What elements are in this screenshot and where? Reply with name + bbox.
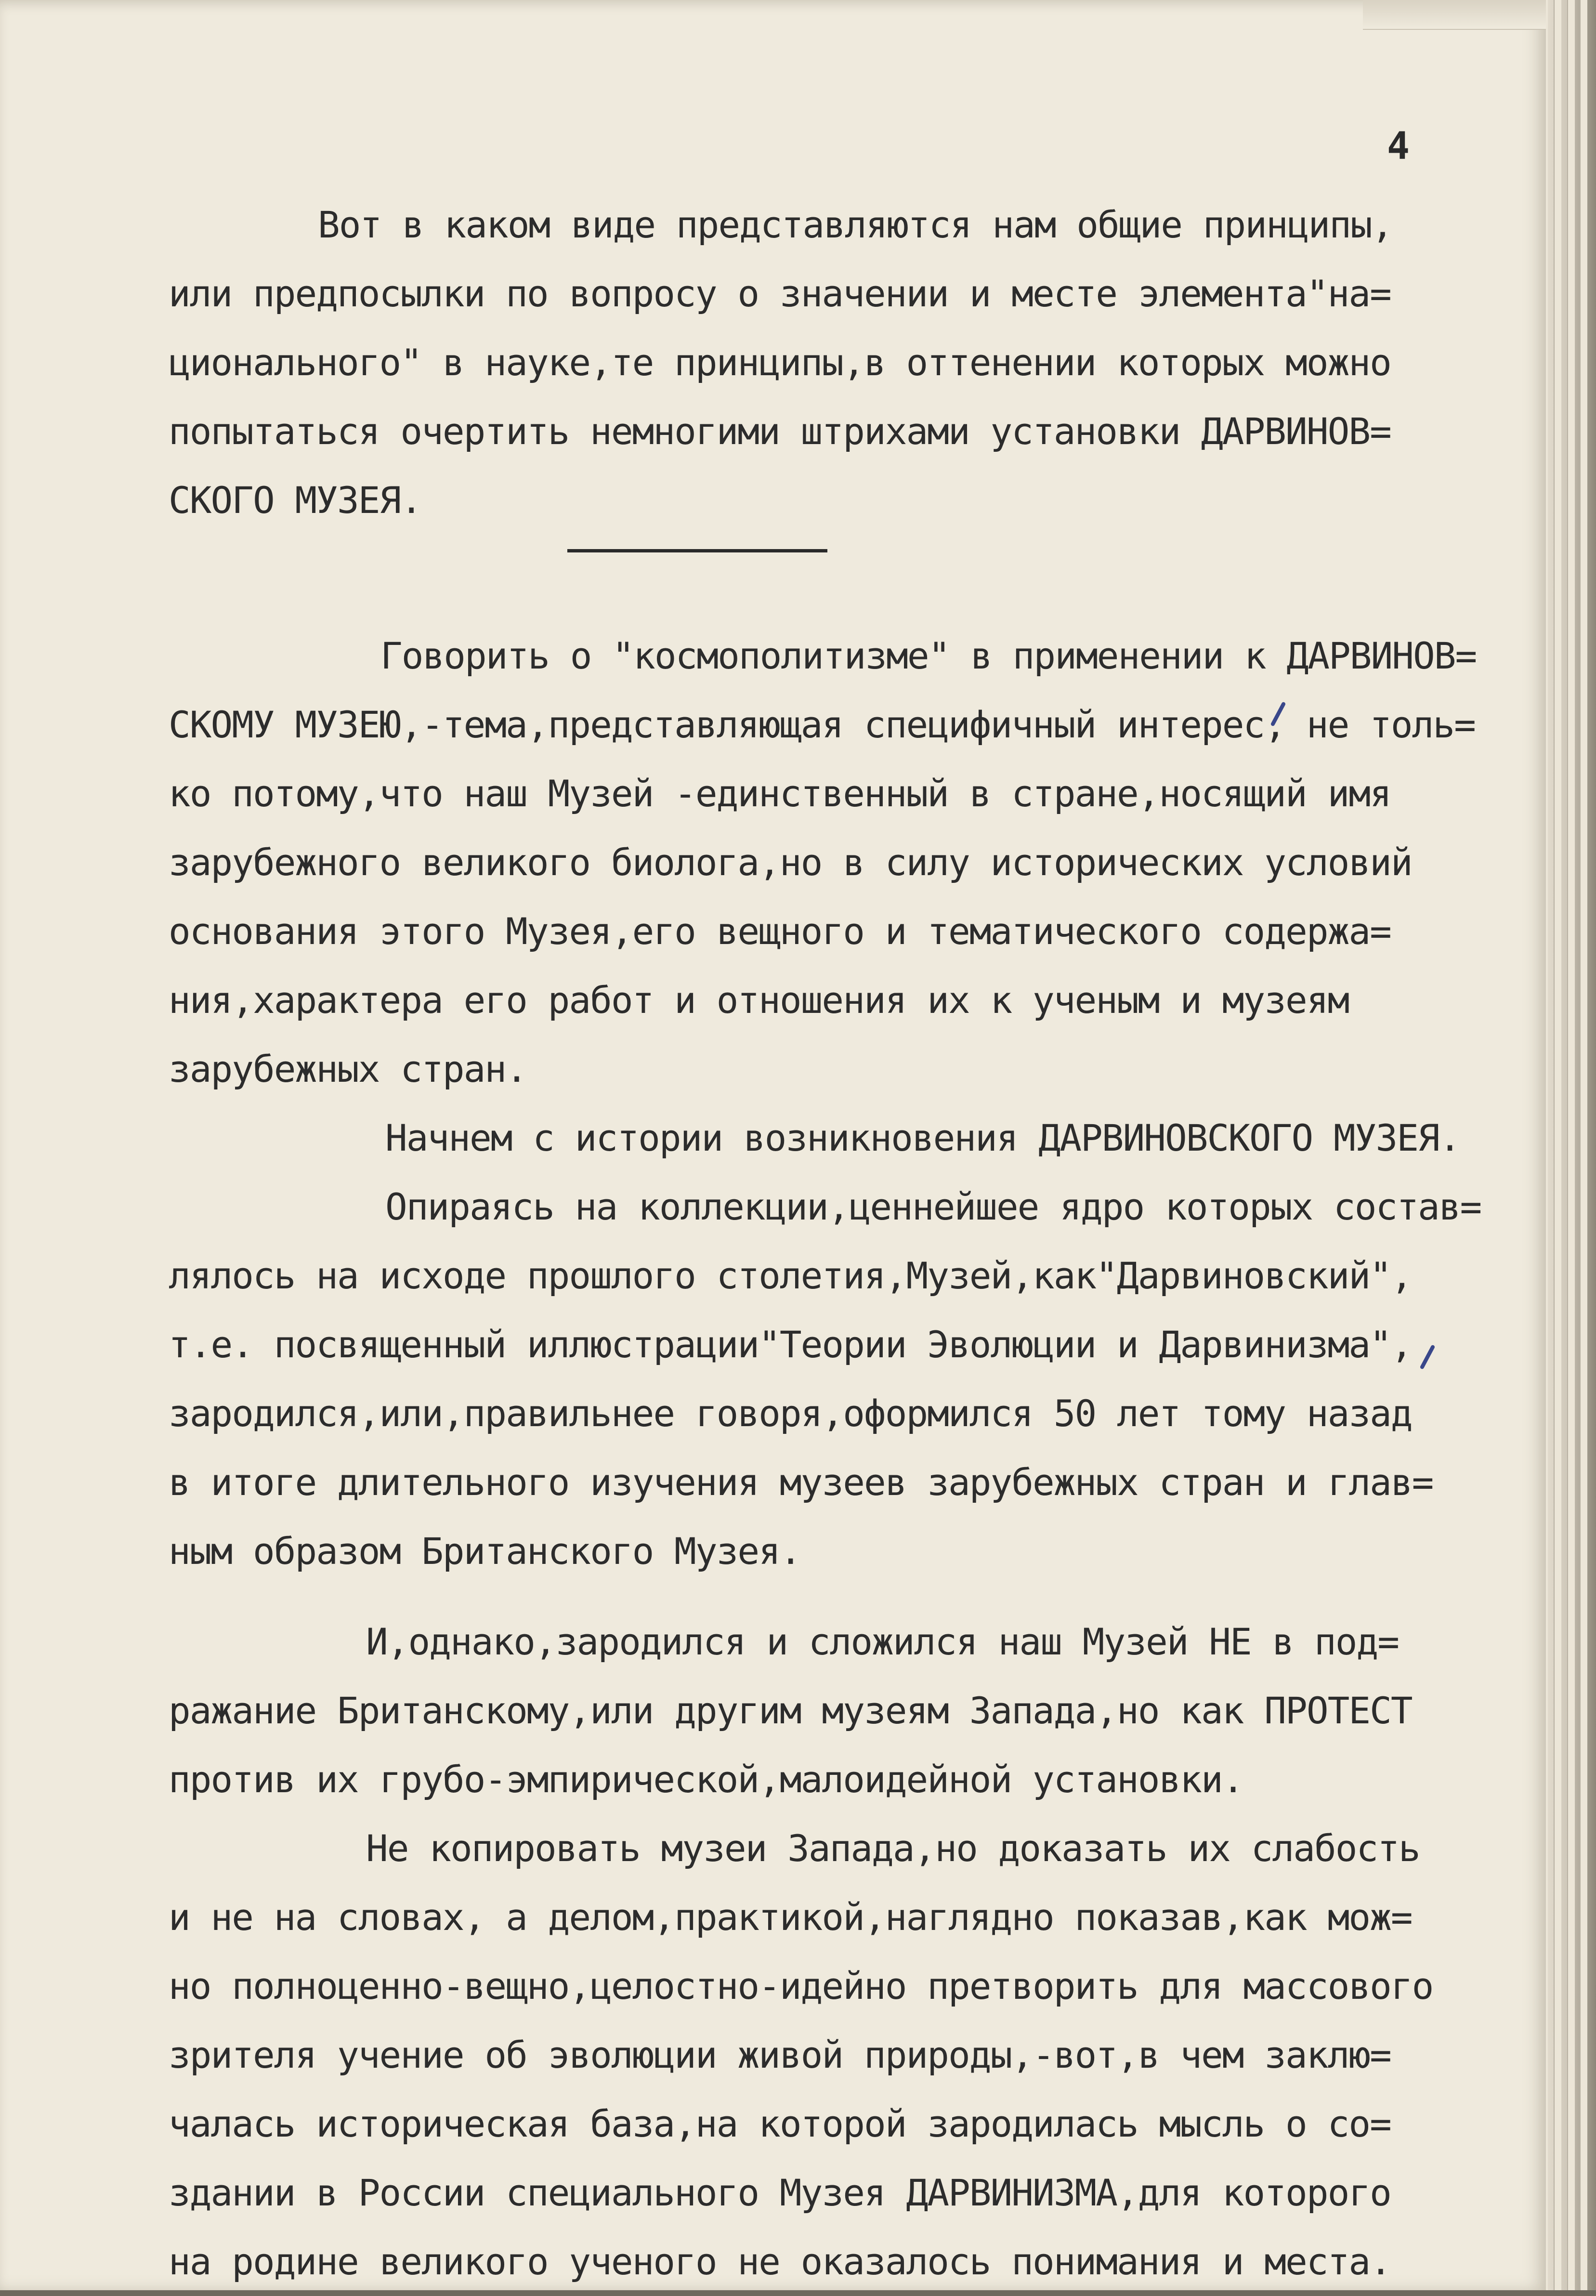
text-line: основания этого Музея,его вещного и тематического содержа=: [169, 910, 1391, 953]
text-line: в итоге длительного изучения музеев зарубежных стран и глав=: [169, 1461, 1433, 1504]
text-line: Опираясь на коллекции,ценнейшее ядро которых состав=: [385, 1185, 1481, 1228]
text-line: зрителя учение об эволюции живой природы,-вот,в чем заклю=: [169, 2034, 1391, 2076]
text-line: чалась историческая база,на которой зародилась мысль о со=: [169, 2102, 1391, 2145]
text-line: но полноценно-вещно,целостно-идейно претворить для массового: [169, 1965, 1433, 2007]
text-line: т.е. посвященный иллюстрации"Теории Эволюции и Дарвинизма",: [169, 1323, 1412, 1366]
text-line: зарубежных стран.: [169, 1048, 527, 1090]
text-line: СКОГО МУЗЕЯ.: [169, 479, 422, 522]
text-line: Говорить о "космополитизме" в применении к ДАРВИНОВ=: [380, 634, 1477, 677]
text-line: здании в России специального Музея ДАРВИНИЗМА,для которого: [169, 2171, 1391, 2214]
text-line: СКОМУ МУЗЕЮ,-тема,представляющая специфичный интерес, не толь=: [169, 703, 1475, 746]
page-top-edge: [1363, 0, 1546, 30]
text-line: Начнем с истории возникновения ДАРВИНОВСКОГО МУЗЕЯ.: [385, 1116, 1460, 1159]
text-line: попытаться очертить немногими штрихами установки ДАРВИНОВ=: [169, 410, 1391, 453]
text-line: зарубежного великого биолога,но в силу исторических условий: [169, 841, 1412, 884]
text-line: Вот в каком виде представляются нам общие принципы,: [318, 203, 1393, 246]
text-line: И,однако,зародился и сложился наш Музей НЕ в под=: [366, 1620, 1399, 1663]
text-line: ко потому,что наш Музей -единственный в стране,носящий имя: [169, 772, 1391, 815]
text-line: Не копировать музеи Запада,но доказать их слабость: [366, 1827, 1420, 1870]
text-line: ным образом Британского Музея.: [169, 1530, 801, 1573]
text-line: на родине великого ученого не оказалось понимания и места.: [169, 2240, 1391, 2283]
text-line: ционального" в науке,те принципы,в оттенении которых можно: [169, 341, 1391, 384]
text-line: ния,характера его работ и отношения их к ученым и музеям: [169, 979, 1349, 1022]
document-body: [169, 190, 1481, 2296]
text-line: и не на словах, а делом,практикой,наглядно показав,как мож=: [169, 1896, 1412, 1939]
stacked-page-edge: [1580, 0, 1587, 2290]
text-line: лялось на исходе прошлого столетия,Музей,как"Дарвиновский",: [169, 1254, 1412, 1297]
stacked-page-edge: [1554, 0, 1561, 2290]
text-line: зародился,или,правильнее говоря,оформился 50 лет тому назад: [169, 1392, 1412, 1435]
text-line: против их грубо-эмпирической,малоидейной установки.: [169, 1758, 1243, 1801]
stacked-page-edge: [1567, 0, 1575, 2290]
text-line: или предпосылки по вопросу о значении и месте элемента"на=: [169, 272, 1391, 315]
text-line: ражание Британскому,или другим музеям Запада,но как ПРОТЕСТ: [169, 1689, 1412, 1732]
page-number: 4: [1387, 125, 1410, 168]
